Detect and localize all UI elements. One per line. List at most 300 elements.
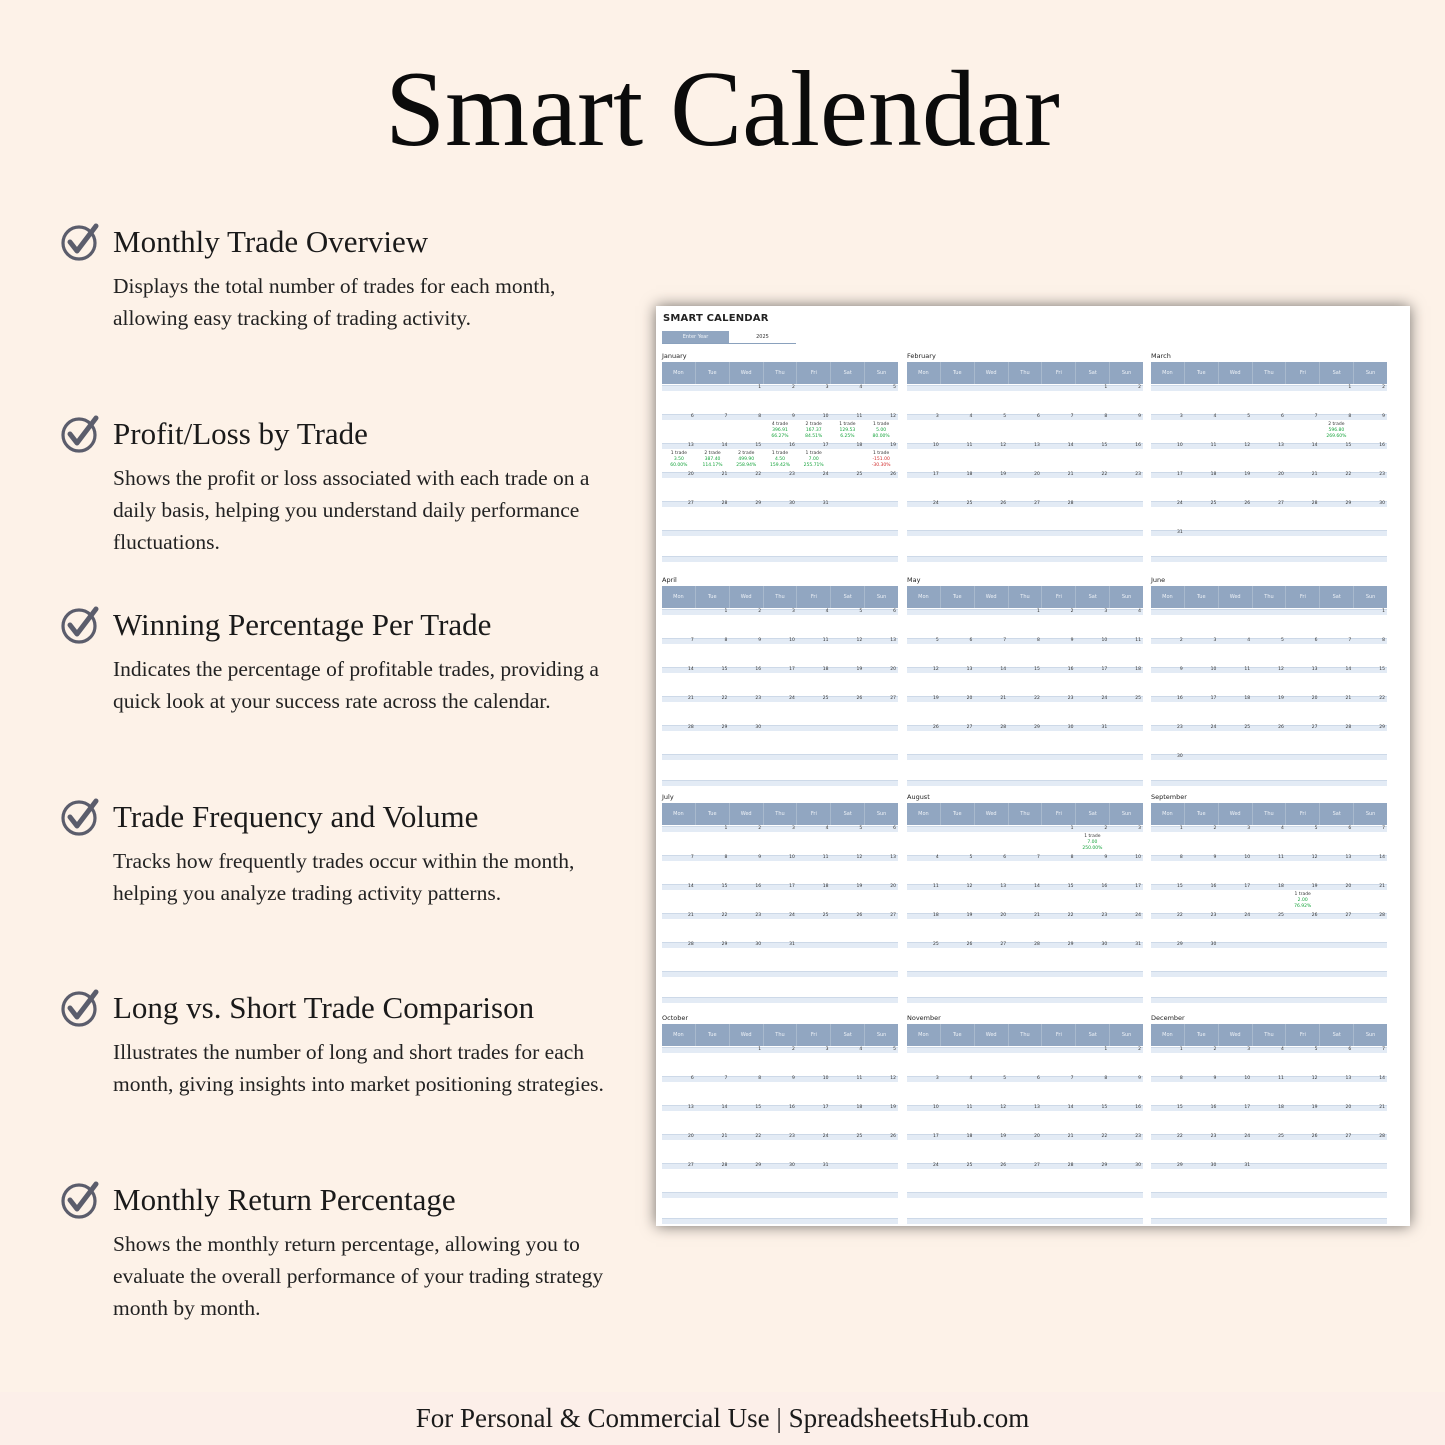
day-cell[interactable] bbox=[1042, 501, 1076, 530]
day-cell[interactable] bbox=[1151, 501, 1185, 530]
day-cell[interactable] bbox=[974, 414, 1008, 443]
day-cell[interactable] bbox=[1008, 638, 1042, 667]
day-cell[interactable] bbox=[1076, 609, 1110, 638]
day-cell[interactable] bbox=[1042, 638, 1076, 667]
day-cell[interactable] bbox=[907, 501, 941, 530]
day-cell[interactable] bbox=[1252, 1076, 1286, 1105]
day-cell[interactable] bbox=[1252, 725, 1286, 754]
day-cell[interactable] bbox=[1042, 884, 1076, 913]
day-cell[interactable] bbox=[1008, 913, 1042, 942]
day-cell[interactable] bbox=[1218, 501, 1252, 530]
day-cell[interactable] bbox=[1353, 414, 1387, 443]
day-cell[interactable] bbox=[662, 913, 696, 942]
day-cell[interactable] bbox=[1252, 913, 1286, 942]
day-cell[interactable] bbox=[1286, 1134, 1320, 1163]
day-cell[interactable] bbox=[797, 1047, 831, 1076]
day-cell[interactable] bbox=[696, 725, 730, 754]
day-cell[interactable] bbox=[1109, 414, 1143, 443]
day-cell[interactable] bbox=[1042, 1076, 1076, 1105]
day-cell[interactable] bbox=[864, 855, 898, 884]
day-cell[interactable] bbox=[864, 385, 898, 414]
day-cell[interactable] bbox=[1320, 855, 1354, 884]
day-cell[interactable] bbox=[907, 638, 941, 667]
day-cell[interactable] bbox=[729, 1105, 763, 1134]
day-cell[interactable] bbox=[763, 855, 797, 884]
day-cell[interactable] bbox=[696, 1076, 730, 1105]
day-cell[interactable] bbox=[907, 942, 941, 971]
day-cell[interactable] bbox=[907, 1134, 941, 1163]
day-cell[interactable] bbox=[1008, 1105, 1042, 1134]
day-cell[interactable] bbox=[1353, 501, 1387, 530]
day-cell[interactable] bbox=[941, 443, 975, 472]
day-cell[interactable] bbox=[763, 1047, 797, 1076]
day-cell[interactable] bbox=[1320, 501, 1354, 530]
day-cell[interactable] bbox=[797, 385, 831, 414]
day-cell[interactable] bbox=[831, 638, 865, 667]
day-cell[interactable] bbox=[696, 1134, 730, 1163]
day-cell[interactable] bbox=[1008, 884, 1042, 913]
day-cell[interactable] bbox=[696, 443, 730, 472]
day-cell[interactable] bbox=[1076, 667, 1110, 696]
day-cell[interactable] bbox=[763, 472, 797, 501]
day-cell[interactable] bbox=[1218, 855, 1252, 884]
day-cell[interactable] bbox=[1353, 696, 1387, 725]
day-cell[interactable] bbox=[1109, 913, 1143, 942]
day-cell[interactable] bbox=[729, 725, 763, 754]
day-cell[interactable] bbox=[696, 638, 730, 667]
day-cell[interactable] bbox=[864, 609, 898, 638]
day-cell[interactable] bbox=[1008, 609, 1042, 638]
day-cell[interactable] bbox=[1218, 725, 1252, 754]
day-cell[interactable] bbox=[662, 501, 696, 530]
day-cell[interactable] bbox=[974, 1163, 1008, 1192]
day-cell[interactable] bbox=[1076, 942, 1110, 971]
day-cell[interactable] bbox=[1076, 1163, 1110, 1192]
day-cell[interactable] bbox=[1353, 1076, 1387, 1105]
day-cell[interactable] bbox=[1151, 942, 1185, 971]
day-cell[interactable] bbox=[831, 414, 865, 443]
day-cell[interactable] bbox=[1185, 855, 1219, 884]
day-cell[interactable] bbox=[1353, 826, 1387, 855]
day-cell[interactable] bbox=[1151, 667, 1185, 696]
day-cell[interactable] bbox=[907, 725, 941, 754]
day-cell[interactable] bbox=[1185, 913, 1219, 942]
day-cell[interactable] bbox=[1185, 725, 1219, 754]
day-cell[interactable] bbox=[974, 884, 1008, 913]
day-cell[interactable] bbox=[831, 913, 865, 942]
day-cell[interactable] bbox=[1151, 443, 1185, 472]
day-cell[interactable] bbox=[831, 1047, 865, 1076]
day-cell[interactable] bbox=[1076, 1076, 1110, 1105]
day-cell[interactable] bbox=[797, 855, 831, 884]
day-cell[interactable] bbox=[1076, 385, 1110, 414]
day-cell[interactable] bbox=[1151, 1105, 1185, 1134]
day-cell[interactable] bbox=[1185, 1163, 1219, 1192]
day-cell[interactable] bbox=[1042, 942, 1076, 971]
day-cell[interactable] bbox=[1218, 1047, 1252, 1076]
day-cell[interactable] bbox=[1286, 855, 1320, 884]
day-cell[interactable] bbox=[1185, 942, 1219, 971]
day-cell[interactable] bbox=[831, 855, 865, 884]
day-cell[interactable] bbox=[831, 667, 865, 696]
day-cell[interactable] bbox=[907, 443, 941, 472]
day-cell[interactable] bbox=[662, 725, 696, 754]
day-cell[interactable] bbox=[696, 826, 730, 855]
day-cell[interactable] bbox=[974, 855, 1008, 884]
day-cell[interactable] bbox=[941, 1163, 975, 1192]
day-cell[interactable] bbox=[797, 884, 831, 913]
day-cell[interactable] bbox=[763, 414, 797, 443]
day-cell[interactable] bbox=[1286, 501, 1320, 530]
day-cell[interactable] bbox=[1008, 1134, 1042, 1163]
day-cell[interactable] bbox=[797, 472, 831, 501]
day-cell[interactable] bbox=[696, 1163, 730, 1192]
day-cell[interactable] bbox=[1185, 443, 1219, 472]
day-cell[interactable] bbox=[1320, 725, 1354, 754]
day-cell[interactable] bbox=[729, 826, 763, 855]
day-cell[interactable] bbox=[729, 884, 763, 913]
day-cell[interactable] bbox=[864, 913, 898, 942]
day-cell[interactable] bbox=[1008, 855, 1042, 884]
day-cell[interactable] bbox=[1076, 443, 1110, 472]
day-cell[interactable] bbox=[831, 696, 865, 725]
day-cell[interactable] bbox=[1109, 1163, 1143, 1192]
day-cell[interactable] bbox=[696, 472, 730, 501]
day-cell[interactable] bbox=[864, 696, 898, 725]
day-cell[interactable] bbox=[1353, 1105, 1387, 1134]
day-cell[interactable] bbox=[831, 609, 865, 638]
day-cell[interactable] bbox=[864, 472, 898, 501]
day-cell[interactable] bbox=[1353, 884, 1387, 913]
day-cell[interactable] bbox=[1042, 1134, 1076, 1163]
day-cell[interactable] bbox=[797, 667, 831, 696]
day-cell[interactable] bbox=[974, 1076, 1008, 1105]
day-cell[interactable] bbox=[729, 638, 763, 667]
day-cell[interactable] bbox=[797, 1105, 831, 1134]
day-cell[interactable] bbox=[1320, 1047, 1354, 1076]
day-cell[interactable] bbox=[1218, 638, 1252, 667]
day-cell[interactable] bbox=[763, 1076, 797, 1105]
day-cell[interactable] bbox=[1151, 472, 1185, 501]
day-cell[interactable] bbox=[763, 501, 797, 530]
day-cell[interactable] bbox=[1286, 696, 1320, 725]
day-cell[interactable] bbox=[1042, 1163, 1076, 1192]
day-cell[interactable] bbox=[763, 942, 797, 971]
day-cell[interactable] bbox=[1353, 443, 1387, 472]
day-cell[interactable] bbox=[1320, 1134, 1354, 1163]
day-cell[interactable] bbox=[1076, 1134, 1110, 1163]
day-cell[interactable] bbox=[1320, 638, 1354, 667]
day-cell[interactable] bbox=[1320, 1105, 1354, 1134]
day-cell[interactable] bbox=[1353, 913, 1387, 942]
day-cell[interactable] bbox=[729, 472, 763, 501]
day-cell[interactable] bbox=[1109, 855, 1143, 884]
day-cell[interactable] bbox=[1076, 696, 1110, 725]
day-cell[interactable] bbox=[662, 1134, 696, 1163]
day-cell[interactable] bbox=[1252, 414, 1286, 443]
day-cell[interactable] bbox=[1109, 472, 1143, 501]
day-cell[interactable] bbox=[907, 414, 941, 443]
day-cell[interactable] bbox=[662, 1163, 696, 1192]
day-cell[interactable] bbox=[1320, 443, 1354, 472]
day-cell[interactable] bbox=[1076, 1105, 1110, 1134]
day-cell[interactable] bbox=[941, 1134, 975, 1163]
day-cell[interactable] bbox=[1109, 1134, 1143, 1163]
day-cell[interactable] bbox=[1286, 1105, 1320, 1134]
day-cell[interactable] bbox=[1252, 501, 1286, 530]
day-cell[interactable] bbox=[1151, 1134, 1185, 1163]
day-cell[interactable] bbox=[1218, 1076, 1252, 1105]
day-cell[interactable] bbox=[696, 501, 730, 530]
day-cell[interactable] bbox=[729, 385, 763, 414]
day-cell[interactable] bbox=[1218, 1163, 1252, 1192]
day-cell[interactable] bbox=[1042, 913, 1076, 942]
day-cell[interactable] bbox=[1042, 414, 1076, 443]
day-cell[interactable] bbox=[941, 696, 975, 725]
day-cell[interactable] bbox=[662, 1105, 696, 1134]
day-cell[interactable] bbox=[1353, 855, 1387, 884]
day-cell[interactable] bbox=[662, 667, 696, 696]
day-cell[interactable] bbox=[1042, 696, 1076, 725]
day-cell[interactable] bbox=[729, 942, 763, 971]
day-cell[interactable] bbox=[1286, 414, 1320, 443]
day-cell[interactable] bbox=[974, 1134, 1008, 1163]
day-cell[interactable] bbox=[1109, 1105, 1143, 1134]
day-cell[interactable] bbox=[1042, 855, 1076, 884]
year-value[interactable]: 2025 bbox=[756, 334, 769, 340]
day-cell[interactable] bbox=[907, 472, 941, 501]
day-cell[interactable] bbox=[797, 1076, 831, 1105]
day-cell[interactable] bbox=[1076, 913, 1110, 942]
day-cell[interactable] bbox=[864, 1076, 898, 1105]
day-cell[interactable] bbox=[1008, 443, 1042, 472]
day-cell[interactable] bbox=[797, 501, 831, 530]
day-cell[interactable] bbox=[1320, 414, 1354, 443]
day-cell[interactable] bbox=[1286, 1076, 1320, 1105]
day-cell[interactable] bbox=[1185, 501, 1219, 530]
day-cell[interactable] bbox=[1218, 667, 1252, 696]
day-cell[interactable] bbox=[864, 1105, 898, 1134]
day-cell[interactable] bbox=[1109, 667, 1143, 696]
day-cell[interactable] bbox=[864, 443, 898, 472]
day-cell[interactable] bbox=[1252, 443, 1286, 472]
day-cell[interactable] bbox=[797, 696, 831, 725]
day-cell[interactable] bbox=[1286, 638, 1320, 667]
day-cell[interactable] bbox=[1320, 696, 1354, 725]
day-cell[interactable] bbox=[1109, 942, 1143, 971]
day-cell[interactable] bbox=[1185, 826, 1219, 855]
day-cell[interactable] bbox=[1151, 855, 1185, 884]
day-cell[interactable] bbox=[941, 638, 975, 667]
day-cell[interactable] bbox=[1042, 725, 1076, 754]
day-cell[interactable] bbox=[1218, 472, 1252, 501]
day-cell[interactable] bbox=[907, 855, 941, 884]
day-cell[interactable] bbox=[1042, 1105, 1076, 1134]
day-cell[interactable] bbox=[907, 884, 941, 913]
day-cell[interactable] bbox=[974, 667, 1008, 696]
day-cell[interactable] bbox=[797, 1163, 831, 1192]
day-cell[interactable] bbox=[941, 414, 975, 443]
day-cell[interactable] bbox=[1286, 826, 1320, 855]
day-cell[interactable] bbox=[864, 1134, 898, 1163]
day-cell[interactable] bbox=[1320, 472, 1354, 501]
day-cell[interactable] bbox=[729, 696, 763, 725]
day-cell[interactable] bbox=[941, 913, 975, 942]
day-cell[interactable] bbox=[1185, 1105, 1219, 1134]
day-cell[interactable] bbox=[1252, 826, 1286, 855]
day-cell[interactable] bbox=[729, 1047, 763, 1076]
day-cell[interactable] bbox=[941, 667, 975, 696]
day-cell[interactable] bbox=[763, 826, 797, 855]
day-cell[interactable] bbox=[763, 913, 797, 942]
day-cell[interactable] bbox=[729, 1076, 763, 1105]
day-cell[interactable] bbox=[1109, 609, 1143, 638]
day-cell[interactable] bbox=[1353, 638, 1387, 667]
day-cell[interactable] bbox=[1185, 667, 1219, 696]
day-cell[interactable] bbox=[1042, 667, 1076, 696]
day-cell[interactable] bbox=[941, 725, 975, 754]
day-cell[interactable] bbox=[831, 884, 865, 913]
day-cell[interactable] bbox=[864, 414, 898, 443]
day-cell[interactable] bbox=[941, 501, 975, 530]
day-cell[interactable] bbox=[831, 443, 865, 472]
day-cell[interactable] bbox=[1008, 667, 1042, 696]
day-cell[interactable] bbox=[1252, 1105, 1286, 1134]
day-cell[interactable] bbox=[941, 884, 975, 913]
day-cell[interactable] bbox=[974, 725, 1008, 754]
day-cell[interactable] bbox=[1042, 826, 1076, 855]
day-cell[interactable] bbox=[763, 1163, 797, 1192]
day-cell[interactable] bbox=[763, 443, 797, 472]
day-cell[interactable] bbox=[1008, 501, 1042, 530]
day-cell[interactable] bbox=[763, 385, 797, 414]
day-cell[interactable] bbox=[831, 826, 865, 855]
day-cell[interactable] bbox=[1286, 472, 1320, 501]
day-cell[interactable] bbox=[1008, 1163, 1042, 1192]
day-cell[interactable] bbox=[831, 472, 865, 501]
day-cell[interactable] bbox=[1109, 884, 1143, 913]
day-cell[interactable] bbox=[1185, 1076, 1219, 1105]
day-cell[interactable] bbox=[1109, 826, 1143, 855]
day-cell[interactable] bbox=[729, 855, 763, 884]
day-cell[interactable] bbox=[662, 942, 696, 971]
day-cell[interactable] bbox=[1218, 1105, 1252, 1134]
day-cell[interactable] bbox=[797, 913, 831, 942]
day-cell[interactable] bbox=[763, 696, 797, 725]
day-cell[interactable] bbox=[941, 855, 975, 884]
day-cell[interactable] bbox=[1076, 826, 1110, 855]
day-cell[interactable] bbox=[797, 609, 831, 638]
day-cell[interactable] bbox=[1353, 667, 1387, 696]
day-cell[interactable] bbox=[831, 1105, 865, 1134]
day-cell[interactable] bbox=[1252, 696, 1286, 725]
day-cell[interactable] bbox=[1151, 530, 1185, 559]
day-cell[interactable] bbox=[797, 1134, 831, 1163]
day-cell[interactable] bbox=[1151, 884, 1185, 913]
day-cell[interactable] bbox=[662, 414, 696, 443]
day-cell[interactable] bbox=[696, 667, 730, 696]
day-cell[interactable] bbox=[907, 667, 941, 696]
day-cell[interactable] bbox=[1151, 1076, 1185, 1105]
day-cell[interactable] bbox=[1286, 884, 1320, 913]
day-cell[interactable] bbox=[1218, 414, 1252, 443]
day-cell[interactable] bbox=[907, 1163, 941, 1192]
day-cell[interactable] bbox=[729, 913, 763, 942]
day-cell[interactable] bbox=[696, 855, 730, 884]
day-cell[interactable] bbox=[974, 638, 1008, 667]
day-cell[interactable] bbox=[974, 913, 1008, 942]
day-cell[interactable] bbox=[1076, 1047, 1110, 1076]
day-cell[interactable] bbox=[1151, 638, 1185, 667]
day-cell[interactable] bbox=[864, 667, 898, 696]
day-cell[interactable] bbox=[1076, 884, 1110, 913]
day-cell[interactable] bbox=[1185, 1047, 1219, 1076]
day-cell[interactable] bbox=[1353, 385, 1387, 414]
day-cell[interactable] bbox=[941, 472, 975, 501]
day-cell[interactable] bbox=[1076, 638, 1110, 667]
day-cell[interactable] bbox=[797, 826, 831, 855]
day-cell[interactable] bbox=[1320, 667, 1354, 696]
day-cell[interactable] bbox=[864, 638, 898, 667]
day-cell[interactable] bbox=[696, 609, 730, 638]
day-cell[interactable] bbox=[1252, 638, 1286, 667]
day-cell[interactable] bbox=[1320, 884, 1354, 913]
day-cell[interactable] bbox=[1151, 754, 1185, 783]
day-cell[interactable] bbox=[974, 1105, 1008, 1134]
day-cell[interactable] bbox=[1353, 472, 1387, 501]
day-cell[interactable] bbox=[1076, 855, 1110, 884]
day-cell[interactable] bbox=[662, 472, 696, 501]
day-cell[interactable] bbox=[696, 913, 730, 942]
day-cell[interactable] bbox=[1252, 1134, 1286, 1163]
day-cell[interactable] bbox=[974, 443, 1008, 472]
day-cell[interactable] bbox=[1252, 855, 1286, 884]
day-cell[interactable] bbox=[797, 414, 831, 443]
day-cell[interactable] bbox=[1320, 826, 1354, 855]
day-cell[interactable] bbox=[1185, 696, 1219, 725]
day-cell[interactable] bbox=[1042, 443, 1076, 472]
day-cell[interactable] bbox=[941, 1105, 975, 1134]
day-cell[interactable] bbox=[1218, 443, 1252, 472]
day-cell[interactable] bbox=[729, 501, 763, 530]
day-cell[interactable] bbox=[797, 638, 831, 667]
day-cell[interactable] bbox=[974, 942, 1008, 971]
day-cell[interactable] bbox=[1008, 942, 1042, 971]
day-cell[interactable] bbox=[763, 884, 797, 913]
day-cell[interactable] bbox=[1185, 1134, 1219, 1163]
day-cell[interactable] bbox=[1353, 609, 1387, 638]
day-cell[interactable] bbox=[729, 443, 763, 472]
day-cell[interactable] bbox=[662, 638, 696, 667]
day-cell[interactable] bbox=[1151, 414, 1185, 443]
day-cell[interactable] bbox=[763, 609, 797, 638]
day-cell[interactable] bbox=[1109, 638, 1143, 667]
day-cell[interactable] bbox=[1109, 385, 1143, 414]
day-cell[interactable] bbox=[1076, 414, 1110, 443]
day-cell[interactable] bbox=[1151, 913, 1185, 942]
day-cell[interactable] bbox=[1252, 472, 1286, 501]
day-cell[interactable] bbox=[1353, 1047, 1387, 1076]
day-cell[interactable] bbox=[662, 884, 696, 913]
day-cell[interactable] bbox=[1185, 638, 1219, 667]
day-cell[interactable] bbox=[864, 884, 898, 913]
day-cell[interactable] bbox=[831, 385, 865, 414]
day-cell[interactable] bbox=[974, 501, 1008, 530]
day-cell[interactable] bbox=[941, 1076, 975, 1105]
day-cell[interactable] bbox=[1218, 913, 1252, 942]
day-cell[interactable] bbox=[1252, 884, 1286, 913]
day-cell[interactable] bbox=[662, 855, 696, 884]
